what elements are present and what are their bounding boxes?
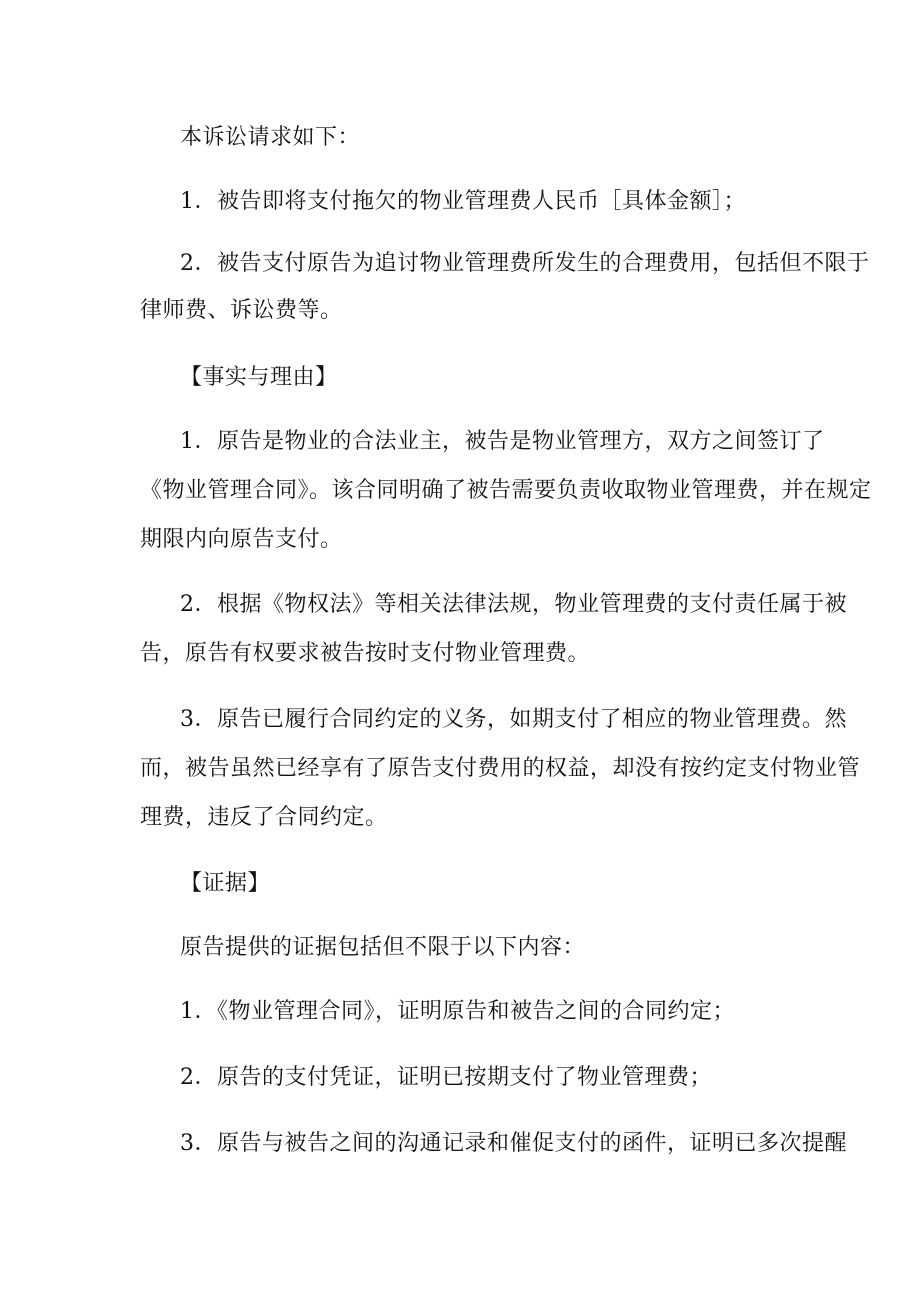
fact-item-3-line-3: 理费，违反了合同约定。 xyxy=(140,805,388,830)
fact-item-2-line-1: 2．根据《物权法》等相关法律法规，物业管理费的支付责任属于被 xyxy=(180,592,847,617)
evidence-heading: 【证据】 xyxy=(180,871,271,896)
evidence-intro: 原告提供的证据包括但不限于以下内容： xyxy=(180,935,586,960)
claims-intro: 本诉讼请求如下： xyxy=(180,125,361,150)
evidence-item-2: 2．原告的支付凭证，证明已按期支付了物业管理费； xyxy=(180,1065,712,1090)
evidence-item-3-line-1: 3．原告与被告之间的沟通记录和催促支付的函件，证明已多次提醒 xyxy=(180,1131,847,1156)
claim-item-1: 1．被告即将支付拖欠的物业管理费人民币［具体金额］； xyxy=(180,189,746,214)
fact-item-1-line-1: 1．原告是物业的合法业主，被告是物业管理方，双方之间签订了 xyxy=(180,429,825,454)
claim-item-2-line-2: 律师费、诉讼费等。 xyxy=(140,298,343,323)
fact-item-1-line-3: 期限内向原告支付。 xyxy=(140,527,343,552)
fact-item-2-line-2: 告，原告有权要求被告按时支付物业管理费。 xyxy=(140,641,591,666)
fact-item-1-line-2: 《物业管理合同》。该合同明确了被告需要负责收取物业管理费，并在规定 xyxy=(140,478,872,503)
evidence-item-1: 1．《物业管理合同》，证明原告和被告之间的合同约定； xyxy=(180,999,735,1024)
facts-reasons-heading: 【事实与理由】 xyxy=(180,365,338,390)
fact-item-3-line-1: 3．原告已履行合同约定的义务，如期支付了相应的物业管理费。然 xyxy=(180,707,847,732)
fact-item-3-line-2: 而，被告虽然已经享有了原告支付费用的权益，却没有按约定支付物业管 xyxy=(140,756,861,781)
claim-item-2-line-1: 2．被告支付原告为追讨物业管理费所发生的合理费用，包括但不限于 xyxy=(180,251,870,276)
